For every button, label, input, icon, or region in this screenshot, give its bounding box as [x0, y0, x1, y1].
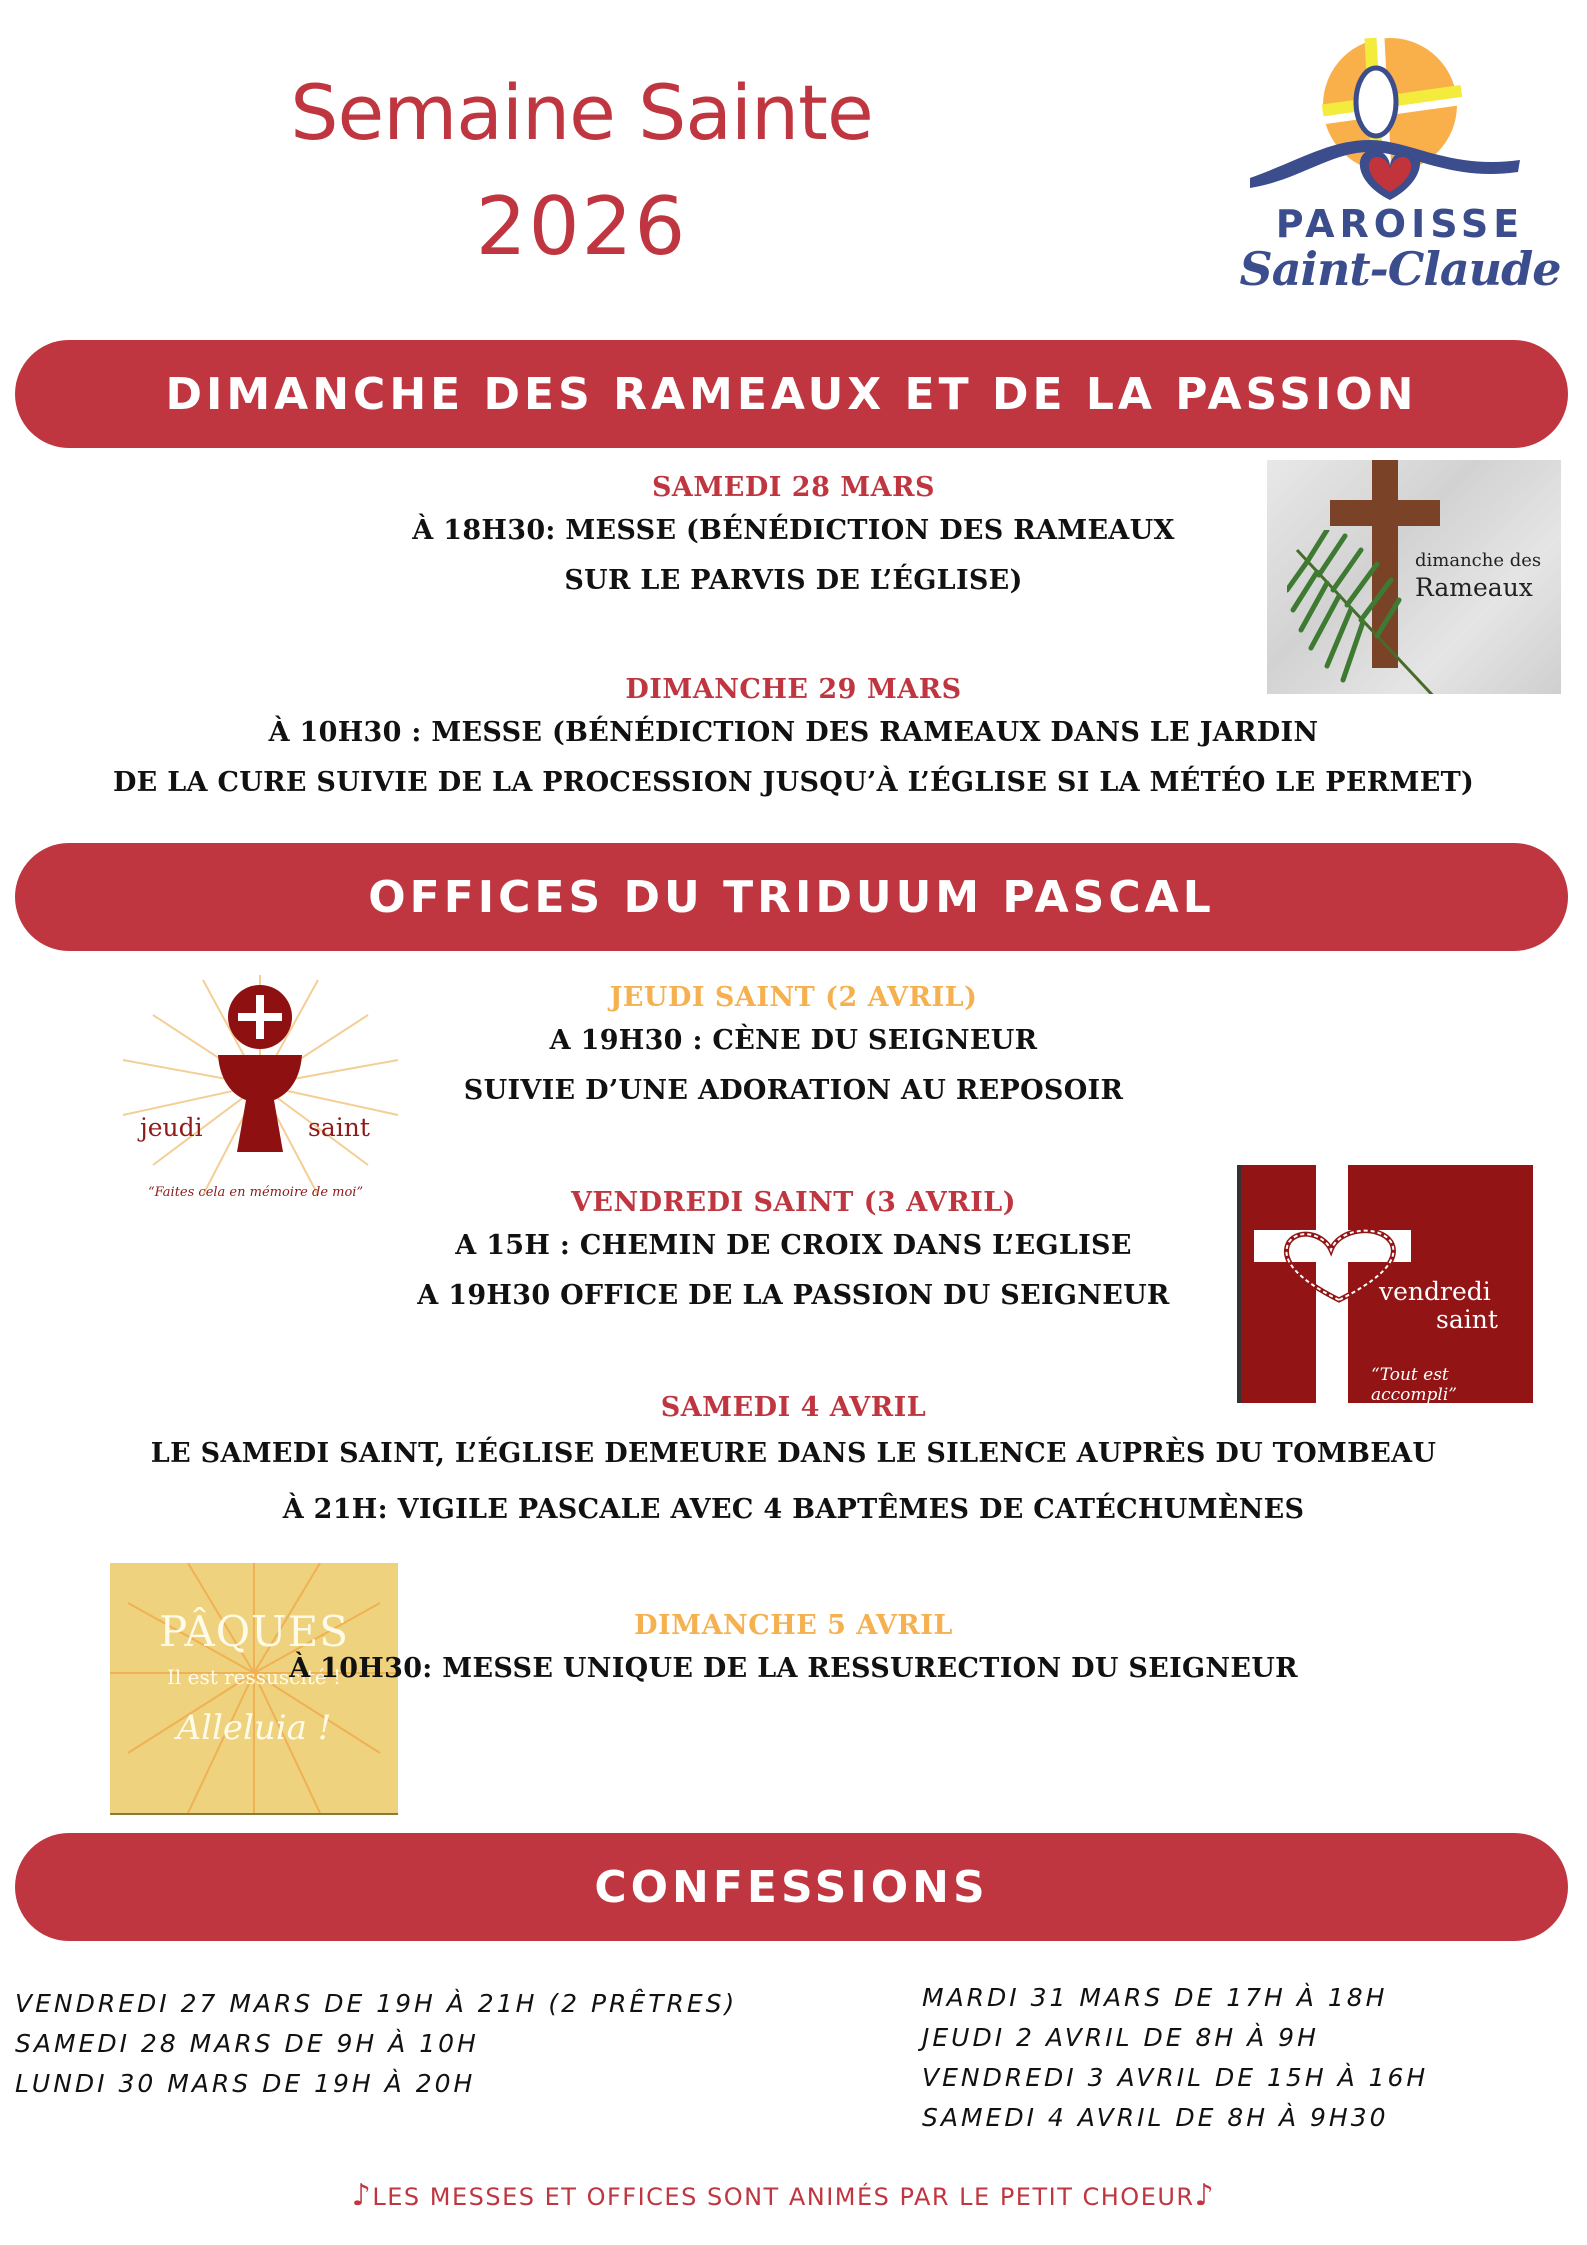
event-line: À 21H: VIGILE PASCALE AVEC 4 BAPTÊMES DE CATÉCHUMÈNES	[282, 1494, 1305, 1525]
event-day: SAMEDI 28 MARS	[651, 472, 936, 503]
page-year: 2026	[475, 180, 688, 273]
vendredi-image-caption-2: saint	[1436, 1305, 1498, 1334]
event-day: DIMANCHE 5 AVRIL	[634, 1610, 953, 1641]
section-title: OFFICES DU TRIDUUM PASCAL	[368, 871, 1215, 923]
event-jeudi-saint	[0, 980, 1587, 1116]
logo-paroisse-text: PAROISSE	[1275, 202, 1525, 246]
confession-slot: JEUDI 2 AVRIL DE 8H À 9H	[922, 2023, 1319, 2052]
music-note-icon: ♪	[351, 2178, 373, 2213]
rameaux-image-caption-1: dimanche des	[1415, 550, 1542, 571]
event-line: DE LA CURE SUIVIE DE LA PROCESSION JUSQU’À L’ÉGLISE SI LA MÉTÉO LE PERMET)	[112, 767, 1475, 798]
parish-logo-icon	[1230, 30, 1570, 210]
vendredi-image-caption-1: vendredi	[1379, 1277, 1491, 1306]
section-banner-triduum	[15, 843, 1568, 951]
event-day: JEUDI SAINT (2 AVRIL)	[609, 982, 978, 1013]
cross-bar	[1330, 500, 1440, 526]
section-banner-rameaux	[15, 340, 1568, 448]
paques-image-subtitle: Il est ressuscité !	[166, 1665, 342, 1689]
confessions-left-column	[15, 1984, 737, 2104]
section-title: CONFESSIONS	[594, 1861, 989, 1913]
event-line: LE SAMEDI SAINT, L’ÉGLISE DEMEURE DANS LE SILENCE AUPRÈS DU TOMBEAU	[150, 1438, 1437, 1469]
event-line: A 15H : CHEMIN DE CROIX DANS L’EGLISE	[455, 1230, 1132, 1261]
event-day: VENDREDI SAINT (3 AVRIL)	[570, 1187, 1017, 1218]
event-samedi-4-avril	[0, 1390, 1587, 1538]
event-line: À 10H30 : MESSE (BÉNÉDICTION DES RAMEAUX DANS LE JARDIN	[268, 717, 1319, 748]
event-line: À 18H30: MESSE (BÉNÉDICTION DES RAMEAUX	[412, 515, 1175, 546]
confession-slot: LUNDI 30 MARS DE 19H À 20H	[15, 2069, 476, 2098]
confession-slot: SAMEDI 28 MARS DE 9H À 10H	[15, 2029, 479, 2058]
footer-note	[0, 2178, 1577, 2213]
event-day: DIMANCHE 29 MARS	[625, 674, 962, 705]
event-line: A 19H30 OFFICE DE LA PASSION DU SEIGNEUR	[417, 1280, 1170, 1311]
event-line: À 10H30: MESSE UNIQUE DE LA RESSURECTION DU SEIGNEUR	[289, 1653, 1298, 1684]
event-dimanche-29-mars	[0, 672, 1587, 808]
confession-slot: VENDREDI 27 MARS DE 19H À 21H (2 PRÊTRES)	[15, 1989, 738, 2018]
rameaux-image-caption-2: Rameaux	[1415, 573, 1533, 602]
event-line: SUIVIE D’UNE ADORATION AU REPOSOIR	[463, 1075, 1124, 1106]
logo-saint-claude-text: Saint-Claude	[1239, 242, 1561, 296]
vendredi-image-quote: “Tout est accompli”	[1371, 1365, 1457, 1403]
confession-slot: SAMEDI 4 AVRIL DE 8H À 9H30	[922, 2103, 1389, 2132]
vendredi-saint-image	[1237, 1165, 1533, 1403]
confession-slot: MARDI 31 MARS DE 17H À 18H	[922, 1983, 1388, 2012]
parish-logo	[1230, 30, 1570, 300]
section-banner-confessions	[15, 1833, 1568, 1941]
event-day: SAMEDI 4 AVRIL	[660, 1392, 927, 1423]
music-note-icon: ♪	[1194, 2178, 1216, 2213]
event-line: A 19H30 : CÈNE DU SEIGNEUR	[549, 1025, 1038, 1056]
rameaux-image	[1267, 460, 1561, 694]
paques-image-alleluia: Alleluia !	[176, 1708, 332, 1748]
section-title: DIMANCHE DES RAMEAUX ET DE LA PASSION	[165, 368, 1418, 420]
jeudi-image-quote: “Faites cela en mémoire de moi”	[148, 1185, 364, 1200]
jeudi-image-right-word: saint	[308, 1113, 370, 1142]
jeudi-image-left-word: jeudi	[140, 1113, 203, 1142]
page-title: Semaine Sainte	[290, 68, 873, 157]
footer-text: LES MESSES ET OFFICES SONT ANIMÉS PAR LE PETIT CHOEUR	[372, 2183, 1195, 2211]
confessions-right-column	[922, 1978, 1428, 2138]
confession-slot: VENDREDI 3 AVRIL DE 15H À 16H	[922, 2063, 1429, 2092]
event-dimanche-5-avril	[0, 1608, 1587, 1694]
paques-image-title: PÂQUES	[159, 1607, 349, 1656]
event-line: SUR LE PARVIS DE L’ÉGLISE)	[564, 565, 1023, 596]
